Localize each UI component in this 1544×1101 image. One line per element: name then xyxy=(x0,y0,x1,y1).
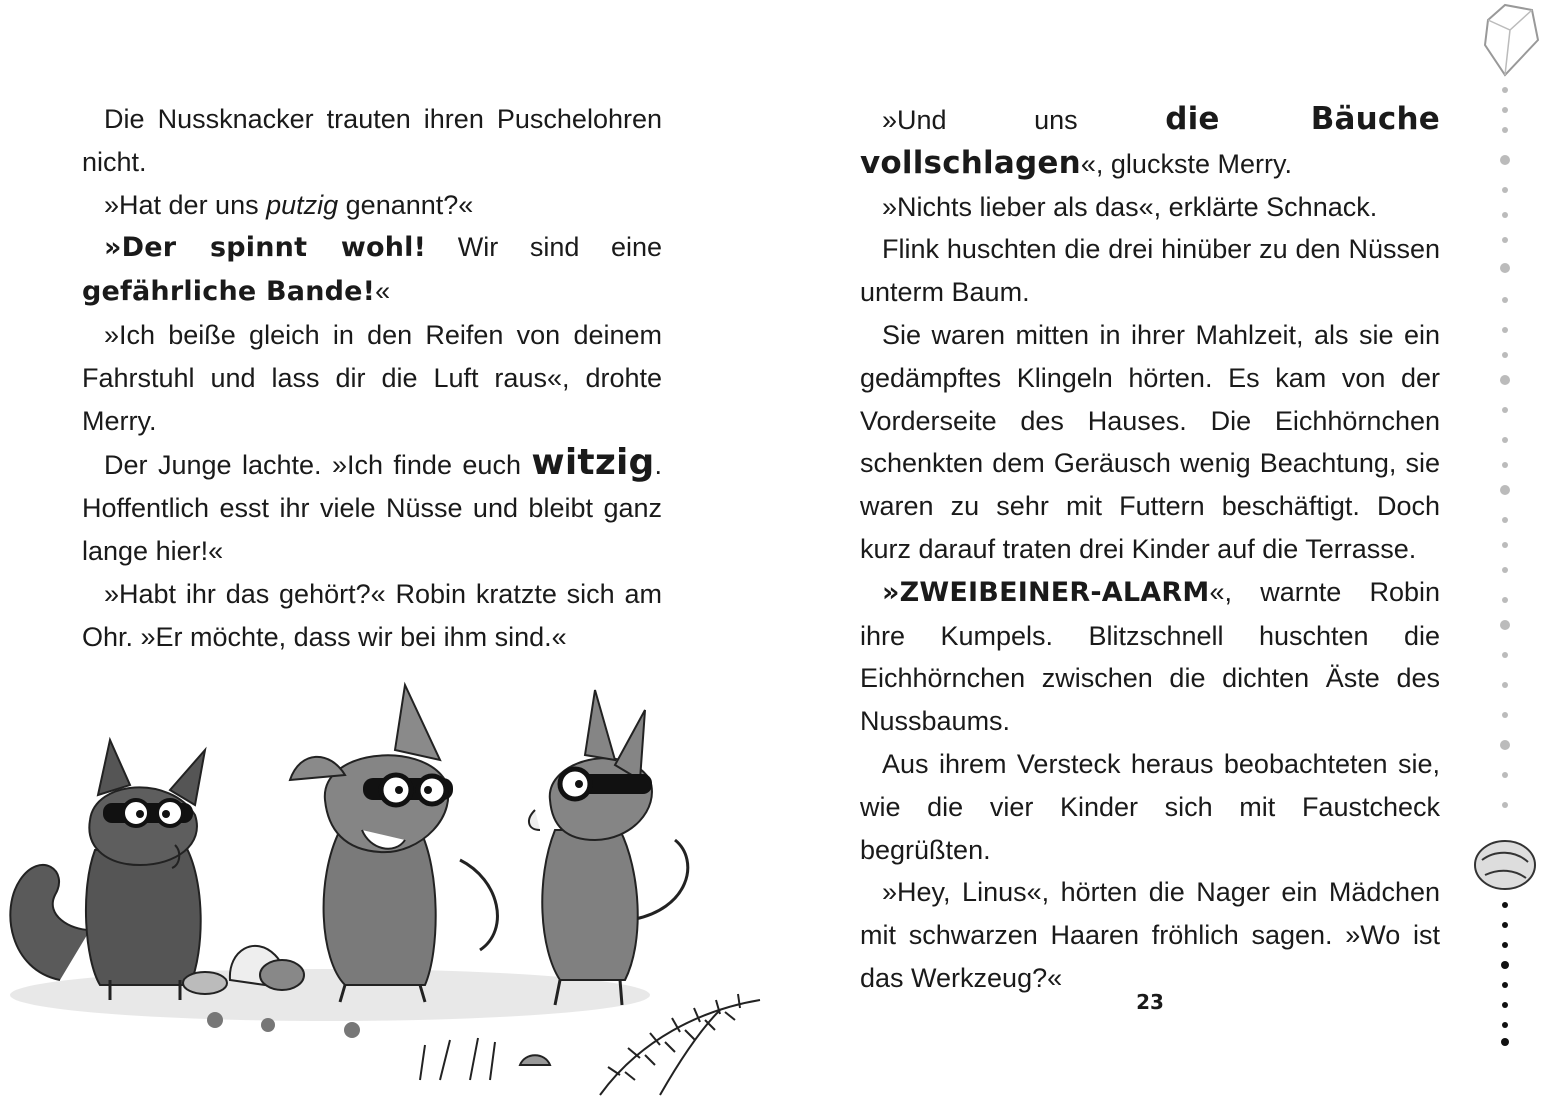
paragraph xyxy=(860,314,1440,571)
emphasis-text: gefährliche Bande! xyxy=(82,276,376,308)
right-page-text xyxy=(860,98,1440,1000)
text-run: Sie waren mitten in ihrer Mahlzeit, als sie ein gedämpftes Klingeln hörten. Es kam von der Vorderseite des Hauses. Die Eichhörnchen schenkten dem Geräusch wenig Beachtung, sie waren zu sehr mit Futtern beschäftigt. Doch kurz darauf traten drei Kinder auf die Terrasse. xyxy=(860,319,1440,564)
paragraph xyxy=(860,571,1440,743)
paragraph xyxy=(82,573,662,659)
paragraph xyxy=(860,228,1440,314)
text-run: «, gluckste Merry. xyxy=(1080,148,1292,179)
text-run: Aus ihrem Versteck heraus beobachteten sie, wie die vier Kinder sich mit Faustcheck begrüßten. xyxy=(860,748,1440,865)
left-page-text xyxy=(82,98,662,658)
text-run: »Hat der uns xyxy=(104,189,267,220)
page-number: 23 xyxy=(1136,990,1164,1014)
margin-decoration xyxy=(1470,0,1544,1101)
squirrel-left xyxy=(10,740,205,1000)
text-run: genannt?« xyxy=(338,189,474,220)
paragraph xyxy=(82,98,662,184)
paragraph xyxy=(82,314,662,442)
paragraph xyxy=(860,186,1440,229)
emphasis-text: die Bäuche vollschlagen xyxy=(860,101,1440,181)
text-run: »Hey, Linus«, hörten die Nager ein Mädchen mit schwarzen Haaren fröhlich sagen. »Wo ist das Werkzeug?« xyxy=(860,877,1440,993)
text-run: »Habt ihr das gehört?« Robin kratzte sich am Ohr. »Er möchte, dass wir bei ihm sind.« xyxy=(82,578,662,652)
paragraph xyxy=(82,184,662,227)
paragraph xyxy=(860,743,1440,871)
emphasis-text: putzig xyxy=(266,189,339,220)
text-run: »Und uns xyxy=(882,105,1166,135)
squirrel-middle xyxy=(290,685,497,1002)
nut-icon xyxy=(1475,841,1535,889)
text-run: « xyxy=(375,276,391,307)
text-run: Der Junge lachte. »Ich finde euch xyxy=(104,450,532,481)
text-run: Die Nussknacker trauten ihren Puschelohren nicht. xyxy=(82,104,662,177)
gem-icon xyxy=(1485,5,1538,75)
text-run: »Nichts lieber als das«, erklärte Schnack. xyxy=(882,191,1378,222)
dark-dots xyxy=(1501,902,1509,1046)
emphasis-text: witzig xyxy=(531,442,655,484)
paragraph xyxy=(82,226,662,314)
text-run: »Ich beiße gleich in den Reifen von deinem Fahrstuhl und lass dir die Luft raus«, drohte Merry. xyxy=(82,319,662,436)
squirrels-illustration xyxy=(0,680,780,1101)
emphasis-text: »Der spinnt wohl! xyxy=(104,232,427,264)
text-run: . Hoffentlich esst ihr viele Nüsse und bleibt ganz lange hier!« xyxy=(82,450,662,566)
paragraph xyxy=(860,871,1440,999)
paragraph xyxy=(82,442,662,572)
text-run: «, warnte Robin ihre Kumpels. Blitzschnell huschten die Eichhörnchen zwischen die dichten Äste des Nussbaums. xyxy=(860,576,1440,737)
dotted-chain xyxy=(1500,87,1510,808)
text-run: Flink huschten die drei hinüber zu den Nüssen unterm Baum. xyxy=(860,234,1440,308)
emphasis-text: »ZWEIBEINER-ALARM xyxy=(882,576,1210,608)
text-run: Wir sind eine xyxy=(426,232,662,263)
paragraph xyxy=(860,98,1440,186)
squirrel-right xyxy=(529,690,688,1005)
